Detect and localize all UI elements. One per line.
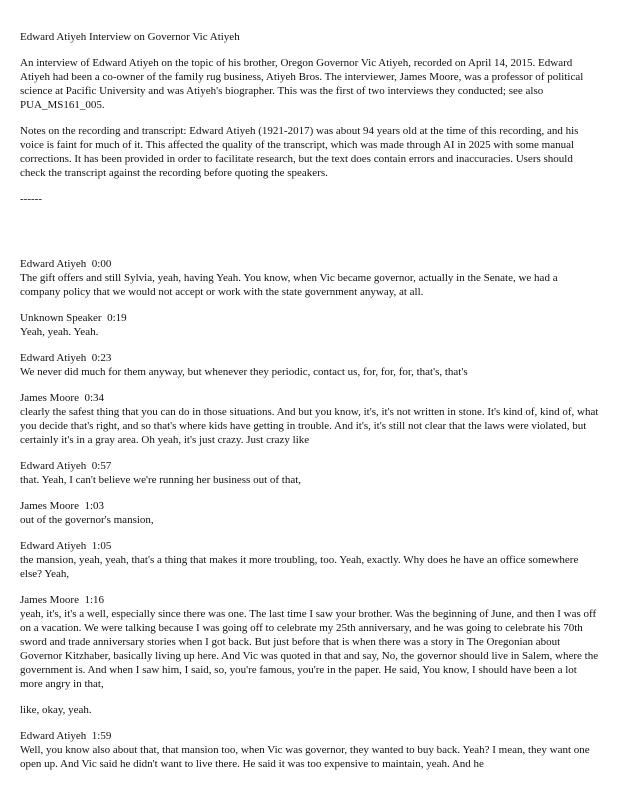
transcript-entry [20, 499, 600, 527]
utterance-text: out of the governor's mansion, [20, 514, 154, 526]
utterance-text: the mansion, yeah, yeah, that's a thing that makes it more troubling, too. Yeah, exactly. Why does he have an office somewhere else? Yeah, [20, 554, 579, 580]
transcript-entry [20, 459, 600, 487]
speaker-timestamp: Edward Atiyeh 1:05 [20, 540, 112, 552]
transcript-entry [20, 593, 600, 691]
utterance-text: Well, you know also about that, that mansion too, when Vic was governor, they wanted to buy back. Yeah? I mean, they want one open up. And Vic said he didn't want to live there. He said it was too expensive to maintain, yeah. And he [20, 744, 590, 770]
speaker-timestamp: Edward Atiyeh 1:59 [20, 730, 112, 742]
notes-paragraph: Notes on the recording and transcript: Edward Atiyeh (1921-2017) was about 94 years old at the time of this recording, and his voice is faint for much of it. This affected the quality of the transcript, which was made through AI in 2025 with some manual corrections. It has been provided in order to facilitate research, but the text does contain errors and inaccuracies. Users should check the transcript against the recording before quoting the speakers. [20, 125, 579, 179]
speaker-timestamp: Edward Atiyeh 0:23 [20, 352, 112, 364]
transcript-entry [20, 703, 600, 717]
speaker-timestamp: Unknown Speaker 0:19 [20, 312, 127, 324]
speaker-timestamp: James Moore 1:16 [20, 594, 105, 606]
section-divider: ------ [20, 193, 42, 205]
utterance-text: that. Yeah, I can't believe we're running her business out of that, [20, 474, 302, 486]
utterance-text: yeah, it's, it's a well, especially since there was one. The last time I saw your brother. Was the beginning of June, and then I was off on a vacation. We were talking because I was going off to celebrate my 25th anniversary, and he was going to celebrate his 70th sword and trade anniversary stories when I got back. But just before that is when there was a story in The Oregonian about Governor Kitzhaber, basically living up here. And Vic was quoted in that and say, No, the governor should live in Salem, where the government is. And when I saw him, I said, so, you're famous, you're in the paper. He said, You know, I should have been a lot more angry in that, [20, 608, 599, 690]
utterance-text: The gift offers and still Sylvia, yeah, having Yeah. You know, when Vic became governor, actually in the Senate, we had a company policy that we would not accept or work with the state government anyway, at all. [20, 272, 558, 298]
speaker-timestamp: James Moore 1:03 [20, 500, 105, 512]
intro-paragraph: An interview of Edward Atiyeh on the topic of his brother, Oregon Governor Vic Atiyeh, recorded on April 14, 2015. Edward Atiyeh had been a co-owner of the family rug business, Atiyeh Bros. The interviewer, James Moore, was a professor of political science at Pacific University and was Atiyeh's biographer. This was the first of two interviews they conducted; see also PUA_MS161_005. [20, 57, 584, 111]
utterance-text: We never did much for them anyway, but whenever they periodic, contact us, for, for, for, that's, that's [20, 366, 468, 378]
transcript [20, 257, 600, 771]
speaker-timestamp: James Moore 0:34 [20, 392, 105, 404]
speaker-timestamp: Edward Atiyeh 0:00 [20, 258, 112, 270]
utterance-text: clearly the safest thing that you can do in those situations. And but you know, it's, it's not written in stone. It's kind of, kind of, what you decide that's right, and so that's where kids have getting in trouble. And it's, it's still not clear that the laws were violated, but certainly it's in a gray area. Oh yeah, it's just crazy. Just crazy like [20, 406, 599, 446]
transcript-entry [20, 539, 600, 581]
transcript-entry [20, 257, 600, 299]
transcript-entry [20, 729, 600, 771]
transcript-entry [20, 351, 600, 379]
utterance-text: like, okay, yeah. [20, 704, 92, 716]
transcript-entry [20, 311, 600, 339]
document-title: Edward Atiyeh Interview on Governor Vic Atiyeh [20, 31, 240, 43]
transcript-entry [20, 391, 600, 447]
speaker-timestamp: Edward Atiyeh 0:57 [20, 460, 112, 472]
utterance-text: Yeah, yeah. Yeah. [20, 326, 99, 338]
